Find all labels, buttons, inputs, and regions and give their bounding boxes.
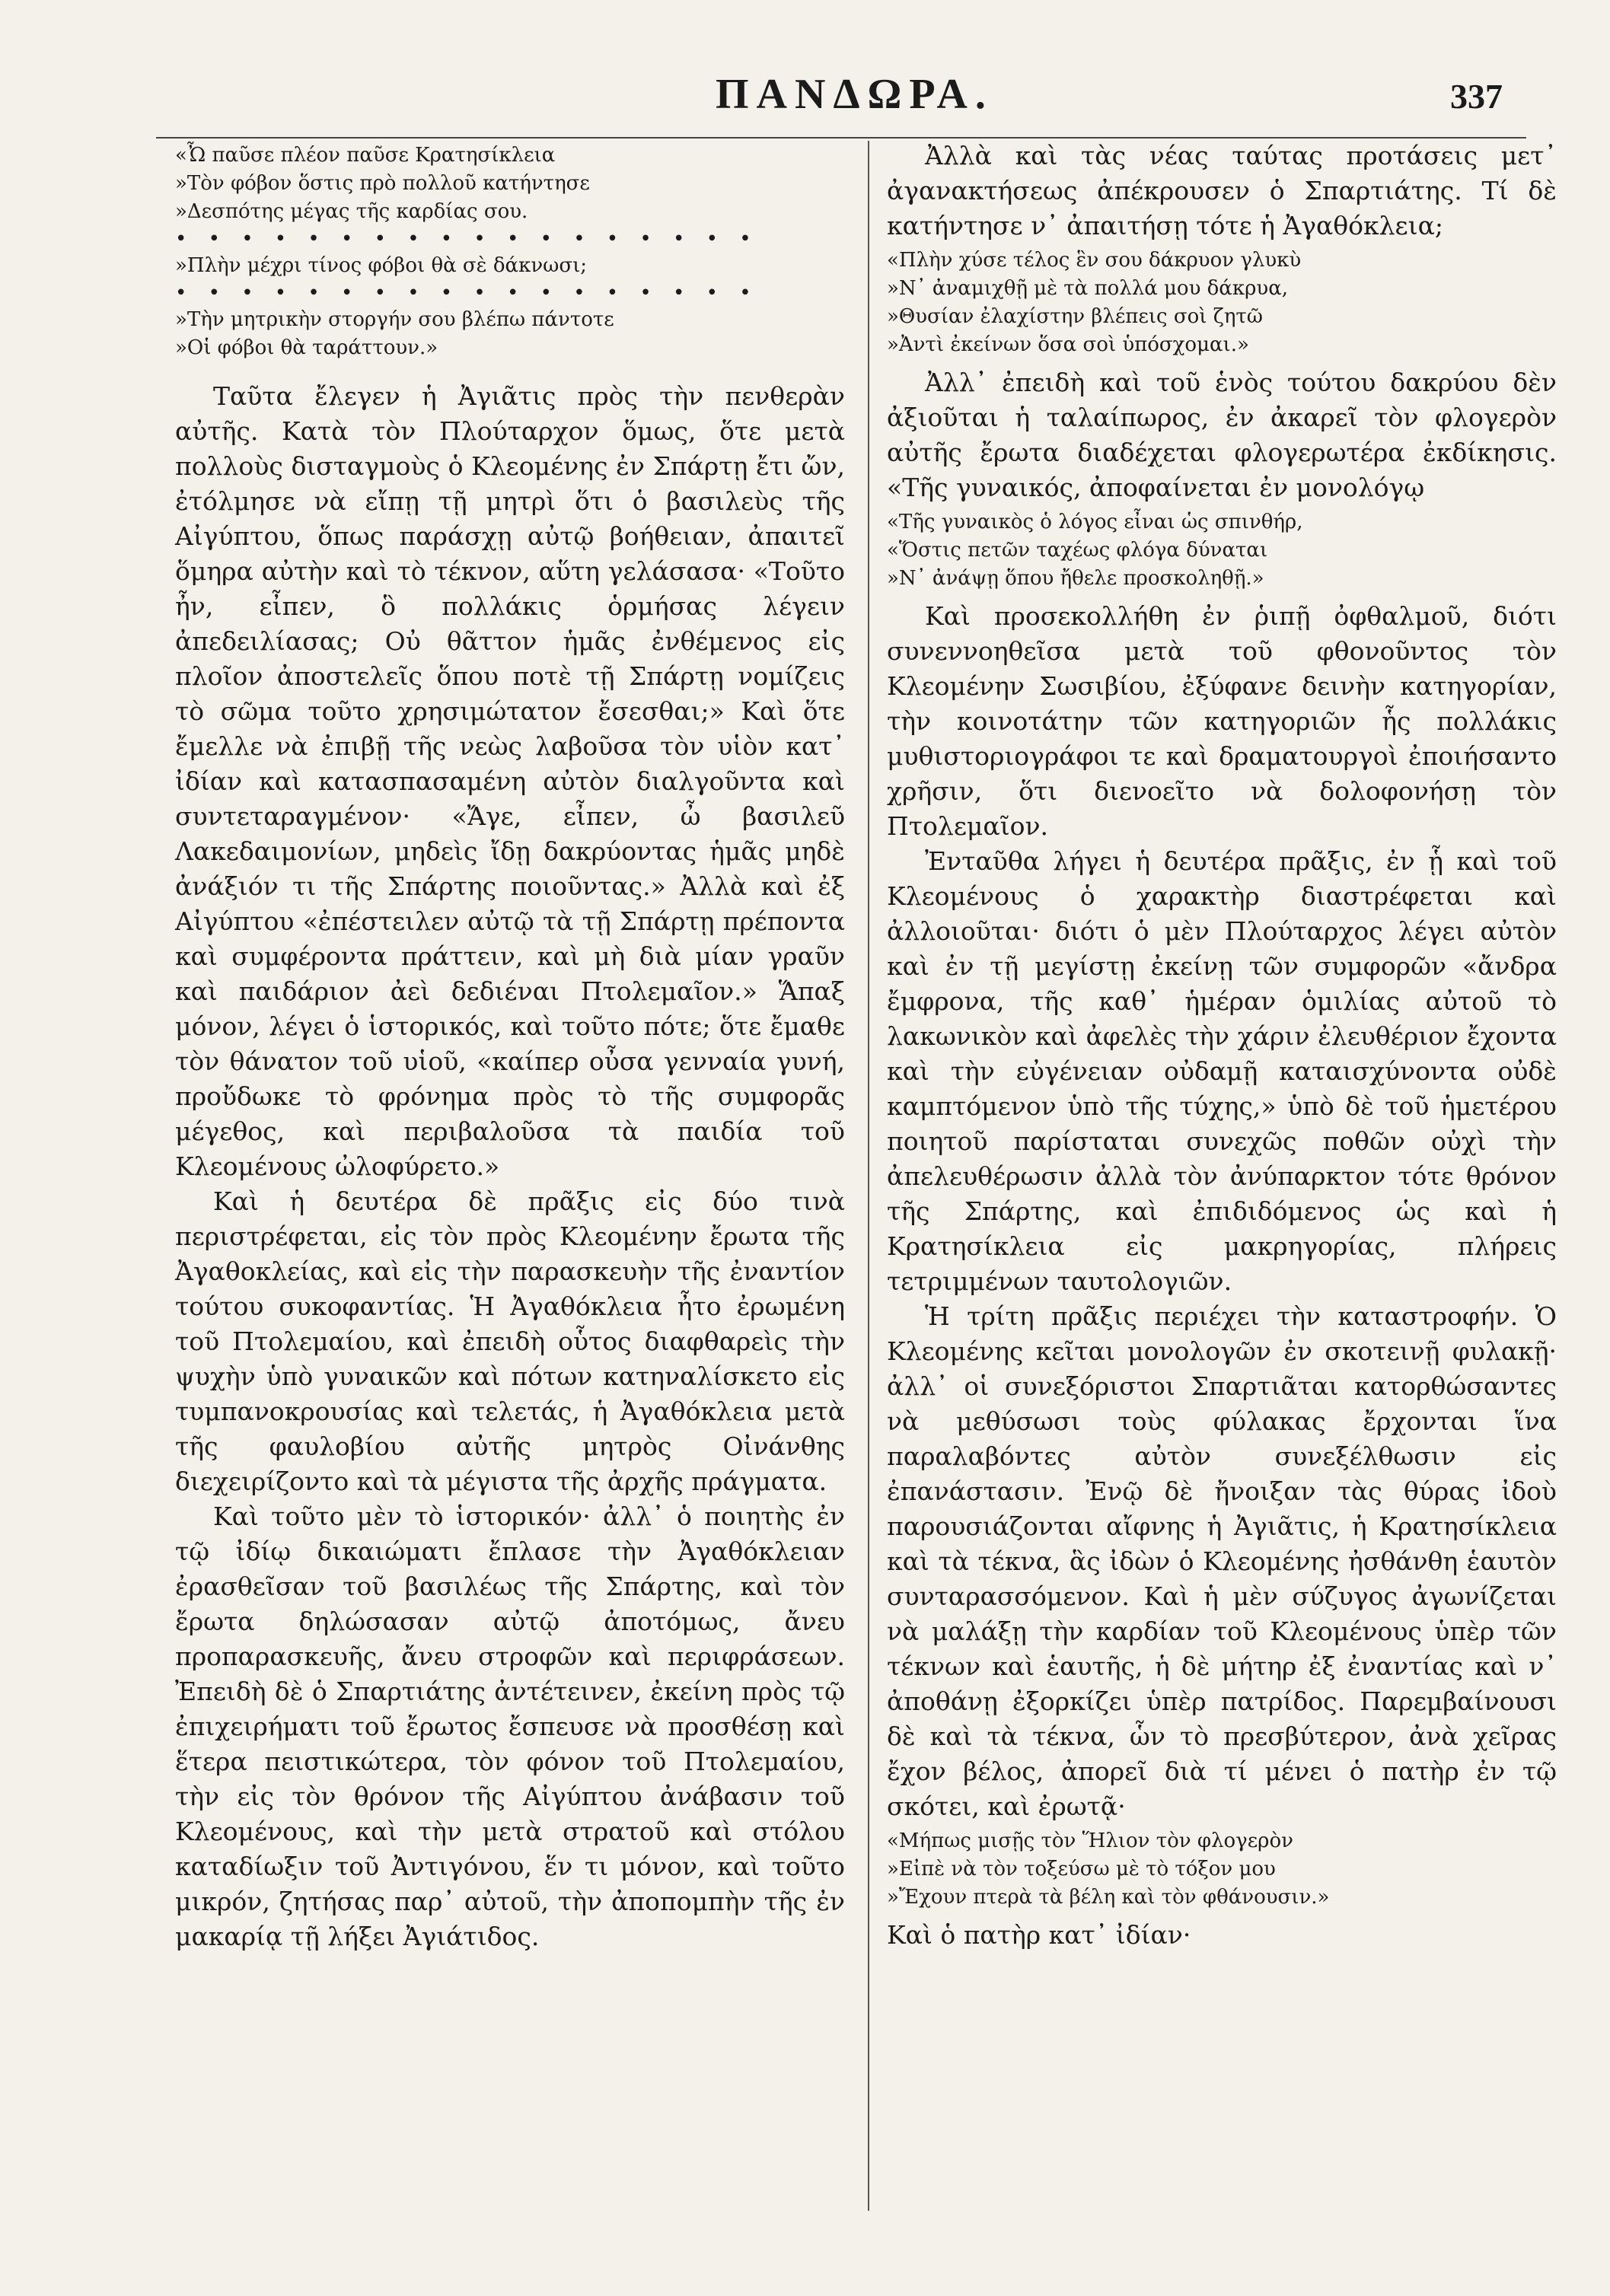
journal-title: ΠΑΝΔΩΡΑ.	[716, 71, 993, 118]
ellipsis-dots: • • • • • • • • • • • • • • • • • •	[175, 282, 759, 304]
column-divider	[868, 141, 869, 2211]
verse-line: «Μήπως μισῇς τὸν Ἥλιον τὸν φλογερὸν	[887, 1829, 1293, 1852]
paragraph: Καὶ τοῦτο μὲν τὸ ἱστορικόν· ἀλλ᾽ ὁ ποιητὴς ἐν τῷ ἰδίῳ δικαιώματι ἔπλασε τὴν Ἀγαθόκλειαν ἐρασθεῖσαν τοῦ βασιλέως τῆς Σπάρτης, καὶ τὸν ἔρωτα δηλώσασαν αὐτῷ ἀποτόμως, ἄνευ προπαρασκευῆς, ἄνευ στροφῶν καὶ περιφράσεων. Ἐπειδὴ δὲ ὁ Σπαρτιάτης ἀντέτεινεν, ἐκείνη πρὸς τῷ ἐπιχειρήματι τοῦ ἔρωτος ἔσπευσε νὰ προσθέσῃ καὶ ἕτερα πειστικώτερα, τὸν φόνον τοῦ Πτολεμαίου, τὴν εἰς τὸν θρόνον τῆς Αἰγύπτου ἀνάβασιν τοῦ Κλεομένους, καὶ τὴν μετὰ στρατοῦ καὶ στόλου καταδίωξιν τοῦ Ἀντιγόνου, ἕν τι μόνον, καὶ τοῦτο μικρόν, ζητήσας παρ᾽ αὐτοῦ, τὴν ἀποπομπὴν τῆς ἐν μακαρίᾳ τῇ λήξει Ἀγιάτιδος.	[175, 1501, 845, 1951]
page-header	[0, 70, 1610, 131]
verse-line: «Τῆς γυναικὸς ὁ λόγος εἶναι ὡς σπινθήρ,	[887, 511, 1303, 533]
verse-block	[887, 247, 1557, 359]
ellipsis-dots: • • • • • • • • • • • • • • • • • •	[175, 228, 759, 250]
verse-line: »Θυσίαν ἐλαχίστην βλέπεις σοὶ ζητῶ	[887, 305, 1263, 328]
verse-block	[175, 142, 845, 362]
verse-line: «Πλὴν χύσε τέλος ἓν σου δάκρυον γλυκὺ	[887, 249, 1302, 272]
spacer	[175, 368, 845, 379]
page-number: 337	[1450, 77, 1503, 116]
verse-line: »Οἱ φόβοι θὰ ταράττουν.»	[175, 336, 438, 359]
paragraph: Ἀλλὰ καὶ τὰς νέας ταύτας προτάσεις μετ᾽ ἀγανακτήσεως ἀπέκρουσεν ὁ Σπαρτιάτης. Τί δὲ κατήντησε ν᾽ ἀπαιτήσῃ τότε ἡ Ἀγαθόκλεια;	[887, 141, 1557, 240]
verse-line: «Ὦ παῦσε πλέον παῦσε Κρατησίκλεια	[175, 144, 556, 167]
verse-line: »Ἔχουν πτερὰ τὰ βέλη καὶ τὸν φθάνουσιν.»	[887, 1886, 1330, 1909]
paragraph: Ταῦτα ἔλεγεν ἡ Ἀγιᾶτις πρὸς τὴν πενθερὰν αὐτῆς. Κατὰ τὸν Πλούταρχον ὅμως, ὅτε μετὰ πολλοὺς δισταγμοὺς ὁ Κλεομένης ἐν Σπάρτῃ ἔτι ὤν, ἐτόλμησε νὰ εἴπῃ τῇ μητρὶ ὅτι ὁ βασιλεὺς τῆς Αἰγύπτου, ὅπως παράσχῃ αὐτῷ βοήθειαν, ἀπαιτεῖ ὅμηρα αὐτὴν καὶ τὸ τέκνον, αὕτη γελάσασα· «Τοῦτο ἦν, εἶπεν, ὃ πολλάκις ὁρμήσας λέγειν ἀπεδειλίασας; Οὐ θᾶττον ἡμᾶς ἐνθέμενος εἰς πλοῖον ἀποστελεῖς ὅπου ποτὲ τῇ Σπάρτῃ νομίζεις τὸ σῶμα τοῦτο χρησιμώτατον ἔσεσθαι;» Καὶ ὅτε ἔμελλε νὰ ἐπιβῇ τῆς νεὼς λαβοῦσα τὸν υἱὸν κατ᾽ ἰδίαν καὶ κατασπασαμένη αὐτὸν διαλγοῦντα καὶ συντεταραγμένον· «Ἄγε, εἶπεν, ὦ βασιλεῦ Λακεδαιμονίων, μηδεὶς ἴδῃ δακρύοντας ἡμᾶς μηδὲ ἀνάξιόν τι τῆς Σπάρτης ποιοῦντας.» Ἀλλὰ καὶ ἐξ Αἰγύπτου «ἐπέστειλεν αὐτῷ τὰ τῇ Σπάρτῃ πρέποντα καὶ συμφέροντα πράττειν, καὶ μὴ διὰ μίαν γραῦν καὶ παιδάριον ἀεὶ δεδιέναι Πτολεμαῖον.» Ἅπαξ μόνον, λέγει ὁ ἱστορικός, καὶ τοῦτο πότε; ὅτε ἔμαθε τὸν θάνατον τοῦ υἱοῦ, «καίπερ οὖσα γενναία γυνή, προὔδωκε τὸ φρόνημα πρὸς τὸ τῆς συμφορᾶς μέγεθος, καὶ περιβαλοῦσα τὰ παιδία τοῦ Κλεομένους ὠλοφύρετο.»	[175, 381, 845, 1181]
paragraph: Καὶ ὁ πατὴρ κατ᾽ ἰδίαν·	[887, 1920, 1191, 1950]
verse-line: »Δεσπότης μέγας τῆς καρδίας σου.	[175, 200, 528, 223]
paragraph: Καὶ προσεκολλήθη ἐν ῥιπῇ ὀφθαλμοῦ, διότι συνεννοηθεῖσα μετὰ τοῦ φθονοῦντος τὸν Κλεομένην Σωσιβίου, ἐξύφανε δεινὴν κατηγορίαν, τὴν κοινοτάτην τῶν κατηγοριῶν ἧς πολλάκις μυθιστοριογράφοι τε καὶ δραματουργοὶ ἐποιήσαντο χρῆσιν, ὅτι διενοεῖτο νὰ δολοφονήσῃ τὸν Πτολεμαῖον.	[887, 601, 1557, 841]
verse-line: »Τὴν μητρικὴν στοργήν σου βλέπω πάντοτε	[175, 308, 614, 331]
verse-block	[887, 1827, 1557, 1912]
verse-line: »Τὸν φόβον ὅστις πρὸ πολλοῦ κατήντησε	[175, 172, 590, 195]
verse-line: »Εἰπὲ νὰ τὸν τοξεύσω μὲ τὸ τόξον μου	[887, 1858, 1276, 1880]
paragraph: Ἀλλ᾽ ἐπειδὴ καὶ τοῦ ἑνὸς τούτου δακρύου δὲν ἀξιοῦται ἡ ταλαίπωρος, ἐν ἀκαρεῖ τὸν φλογερὸν αὐτῆς ἔρωτα διαδέχεται φλογερωτέρα ἐκδίκησις. «Τῆς γυναικός, ἀποφαίνεται ἐν μονολόγῳ	[887, 368, 1557, 502]
left-column	[175, 139, 845, 1954]
paragraph: Ἡ τρίτη πρᾶξις περιέχει τὴν καταστροφήν. Ὁ Κλεομένης κεῖται μονολογῶν ἐν σκοτεινῇ φυλακῇ· ἀλλ᾽ οἱ συνεξόριστοι Σπαρτιᾶται κατορθώσαντες νὰ μεθύσωσι τοὺς φύλακας ἔρχονται ἵνα παραλαβόντες αὐτὸν συνεξέλθωσιν εἰς ἐπανάστασιν. Ἐνῷ δὲ ἤνοιξαν τὰς θύρας ἰδοὺ παρουσιάζονται αἴφνης ἡ Ἀγιᾶτις, ἡ Κρατησίκλεια καὶ τὰ τέκνα, ἃς ἰδὼν ὁ Κλεομένης ἠσθάνθη ἑαυτὸν συνταρασσόμενον. Καὶ ἡ μὲν σύζυγος ἀγωνίζεται νὰ μαλάξῃ τὴν καρδίαν τοῦ Κλεομένους ὑπὲρ τῶν τέκνων καὶ ἑαυτῆς, ἡ δὲ μήτηρ ἐξ ἐναντίας καὶ ν᾽ ἀποθάνῃ ἐξορκίζει ὑπὲρ πατρίδος. Παρεμβαίνουσι δὲ καὶ τὰ τέκνα, ὧν τὸ πρεσβύτερον, ἀνὰ χεῖρας ἔχον βέλος, ἀπορεῖ διὰ τί μένει ὁ πατὴρ ἐν τῷ σκότει, καὶ ἐρωτᾷ·	[887, 1301, 1557, 1821]
verse-line: «Ὅστις πετῶν ταχέως φλόγα δύναται	[887, 539, 1268, 562]
right-column	[887, 139, 1557, 1953]
verse-line: »Ἀντὶ ἐκείνων ὅσα σοὶ ὑπόσχομαι.»	[887, 333, 1249, 356]
verse-line: »Ν᾽ ἀνάψῃ ὅπου ἤθελε προσκοληθῇ.»	[887, 567, 1264, 590]
paragraph: Καὶ ἡ δευτέρα δὲ πρᾶξις εἰς δύο τινὰ περιστρέφεται, εἰς τὸν πρὸς Κλεομένην ἔρωτα τῆς Ἀγαθοκλείας, καὶ εἰς τὴν παρασκευὴν τῆς ἐναντίον τούτου συκοφαντίας. Ἡ Ἀγαθόκλεια ἦτο ἐρωμένη τοῦ Πτολεμαίου, καὶ ἐπειδὴ οὗτος διαφθαρεὶς τὴν ψυχὴν ὑπὸ γυναικῶν καὶ πότων κατηναλίσκετο εἰς τυμπανοκρουσίας καὶ τελετάς, ἡ Ἀγαθόκλεια μετὰ τῆς φαυλοβίου αὐτῆς μητρὸς Οἰνάνθης διεχειρίζοντο καὶ τὰ μέγιστα τῆς ἀρχῆς πράγματα.	[175, 1186, 845, 1496]
verse-line: »Πλὴν μέχρι τίνος φόβοι θὰ σὲ δάκνωσι;	[175, 254, 588, 277]
paragraph: Ἐνταῦθα λήγει ἡ δευτέρα πρᾶξις, ἐν ᾗ καὶ τοῦ Κλεομένους ὁ χαρακτὴρ διαστρέφεται καὶ ἀλλοιοῦται· διότι ὁ μὲν Πλούταρχος λέγει αὐτὸν καὶ ἐν τῇ μεγίστῃ ἐκείνῃ τῶν συμφορῶν «ἄνδρα ἔμφρονα, τῆς καθ᾽ ἡμέραν ὁμιλίας αὐτοῦ τὸ λακωνικὸν καὶ ἀφελὲς τὴν χάριν ἐλευθέριον ἔχοντα καὶ τὴν εὐγένειαν οὐδαμῇ καταισχύνοντα οὐδὲ καμπτόμενον ὑπὸ τῆς τύχης,» ὑπὸ δὲ τοῦ ἡμετέρου ποιητοῦ παρίσταται συνεχῶς ποθῶν οὐχὶ τὴν ἀπελευθέρωσιν ἀλλὰ τὸν ἀνύπαρκτον τότε θρόνον τῆς Σπάρτης, καὶ ἐπιδιδόμενος ὡς καὶ ἡ Κρατησίκλεια εἰς μακρηγορίας, πλήρεις τετριμμένων ταυτολογιῶν.	[887, 846, 1557, 1296]
verse-block	[887, 508, 1557, 593]
verse-line: »Ν᾽ ἀναμιχθῇ μὲ τὰ πολλά μου δάκρυα,	[887, 277, 1289, 300]
